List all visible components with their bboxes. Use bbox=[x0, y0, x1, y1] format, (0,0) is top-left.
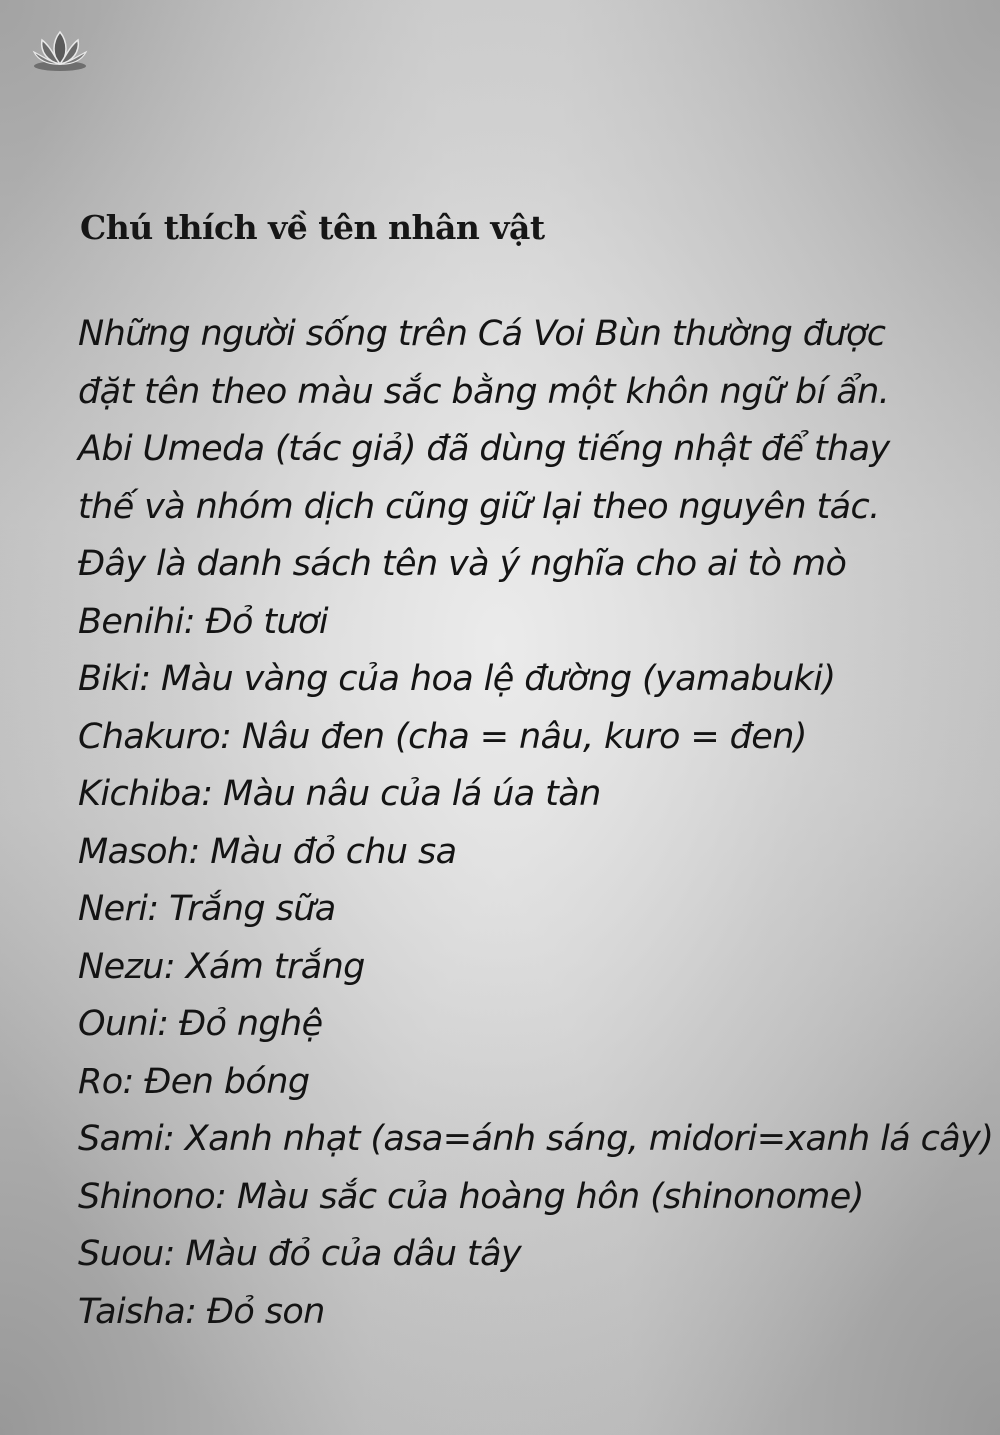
list-item: Ouni: Đỏ nghệ bbox=[78, 1004, 323, 1044]
list-item: Suou: Màu đỏ của dâu tây bbox=[78, 1234, 522, 1274]
page-title: Chú thích về tên nhân vật bbox=[80, 208, 545, 247]
list-item: Kichiba: Màu nâu của lá úa tàn bbox=[78, 774, 601, 814]
list-item: Benihi: Đỏ tươi bbox=[78, 601, 328, 642]
list-item: Shinono: Màu sắc của hoàng hôn (shinonome) bbox=[78, 1176, 864, 1217]
notes-body bbox=[78, 306, 994, 1341]
list-item: Ro: Đen bóng bbox=[78, 1061, 310, 1102]
list-item: Masoh: Màu đỏ chu sa bbox=[78, 831, 457, 872]
list-item: Biki: Màu vàng của hoa lệ đường (yamabuki) bbox=[78, 659, 836, 699]
list-item: Nezu: Xám trắng bbox=[78, 946, 365, 987]
list-item: Sami: Xanh nhạt (asa=ánh sáng, midori=xanh lá cây) bbox=[78, 1119, 994, 1159]
intro-paragraph: Những người sống trên Cá Voi Bùn thường được đặt tên theo màu sắc bằng một khôn ngữ bí ẩn. Abi Umeda (tác giả) đã dùng tiếng nhật để thay thế và nhóm dịch cũng giữ lại theo nguyên tác. Đây là danh sách tên và ý nghĩa cho ai tò mò bbox=[78, 314, 890, 584]
list-item: Taisha: Đỏ son bbox=[78, 1291, 325, 1332]
name-list bbox=[78, 594, 994, 1342]
list-item: Neri: Trắng sữa bbox=[78, 889, 336, 929]
list-item: Chakuro: Nâu đen (cha = nâu, kuro = đen) bbox=[78, 716, 807, 757]
lotus-flower-icon bbox=[30, 26, 90, 74]
